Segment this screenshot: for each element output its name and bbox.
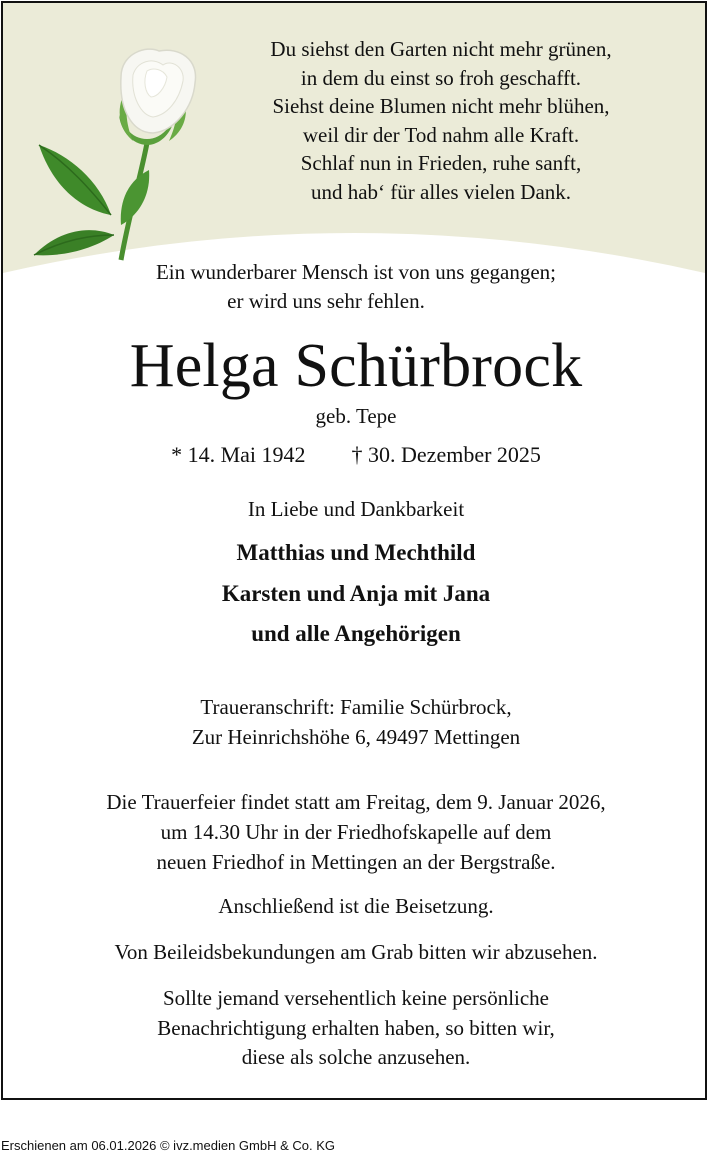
poem-line: in dem du einst so froh geschafft.	[300, 65, 582, 90]
poem-line: Siehst deine Blumen nicht mehr blühen,	[272, 94, 610, 119]
notice-line: diese als solche anzusehen.	[241, 1045, 471, 1069]
mourners-list	[3, 533, 707, 655]
intro-line: er wird uns sehr fehlen.	[227, 289, 425, 313]
poem-line: weil dir der Tod nahm alle Kraft.	[302, 122, 580, 147]
obituary-notice	[1, 1, 707, 1100]
notice-line: Sollte jemand versehentlich keine persönliche	[162, 986, 550, 1010]
service-line: Die Trauerfeier findet statt am Freitag, dem 9. Januar 2026,	[106, 790, 606, 814]
address-line: Zur Heinrichshöhe 6, 49497 Mettingen	[191, 725, 521, 749]
mourner-line: und alle Angehörigen	[251, 621, 461, 646]
poem-line: Du siehst den Garten nicht mehr grünen,	[270, 37, 612, 61]
service-line: neuen Friedhof in Mettingen an der Bergstraße.	[156, 850, 556, 874]
birth-date: * 14. Mai 1942	[171, 442, 306, 467]
address-line: Traueranschrift: Familie Schürbrock,	[200, 695, 512, 719]
white-rose-image	[29, 45, 219, 265]
poem-line: und hab‘ für alles vielen Dank.	[310, 179, 572, 204]
publication-footer: Erschienen am 06.01.2026 © ivz.medien GmbH & Co. KG	[1, 1138, 336, 1153]
mourner-line: Karsten und Anja mit Jana	[221, 580, 491, 606]
service-line: um 14.30 Uhr in der Friedhofskapelle auf dem	[160, 820, 552, 844]
maiden-name: geb. Tepe	[315, 404, 397, 428]
burial-info: Anschließend ist die Beisetzung.	[218, 894, 494, 918]
condolence-note: Von Beileidsbekundungen am Grab bitten wir abzusehen.	[114, 940, 598, 964]
notification-note	[3, 984, 707, 1073]
life-dates	[3, 440, 707, 470]
death-date: † 30. Dezember 2025	[351, 442, 541, 467]
funeral-service-info	[3, 787, 707, 877]
poem	[211, 35, 671, 207]
intro-text	[3, 258, 707, 316]
mourners-intro: In Liebe und Dankbarkeit	[247, 497, 465, 521]
poem-line: Schlaf nun in Frieden, ruhe sanft,	[300, 151, 582, 176]
mourning-address	[3, 692, 707, 752]
deceased-name: Helga Schürbrock	[129, 332, 583, 400]
mourner-line: Matthias und Mechthild	[236, 540, 476, 565]
intro-line: Ein wunderbarer Mensch ist von uns gegangen;	[155, 260, 557, 284]
notice-line: Benachrichtigung erhalten haben, so bitten wir,	[157, 1015, 555, 1040]
